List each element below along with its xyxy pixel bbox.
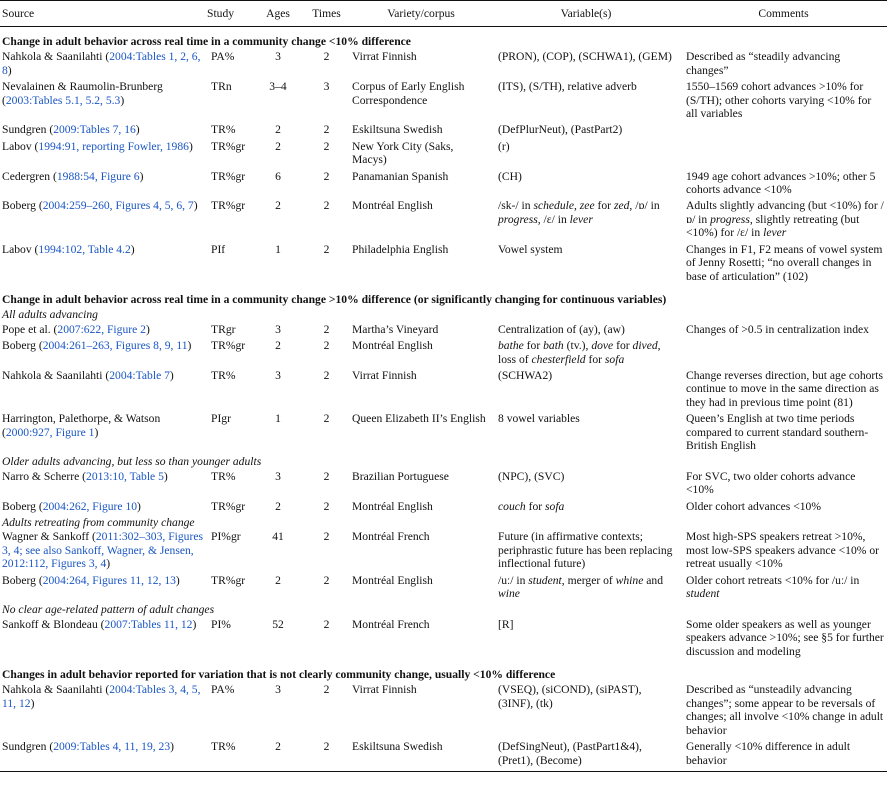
source-author: Nevalainen & Raumolin-Brunberg ( <box>2 80 163 107</box>
comments-cell: Adults slightly advancing (but <10%) for /ɒ/ in progress, slightly retreating (but <10%) for /ɛ/ in lever <box>686 199 884 240</box>
source-cell <box>0 139 205 169</box>
variety-cell: Montréal English <box>352 573 433 587</box>
col-header-source: Source <box>0 1 205 27</box>
source-author: Wagner & Sankoff ( <box>2 530 96 544</box>
ages-cell: 1 <box>275 412 281 426</box>
variety-cell: Virrat Finnish <box>352 368 417 382</box>
source-author: Harrington, Palethorpe, & Watson ( <box>2 412 161 439</box>
ages-cell: 2 <box>275 199 281 213</box>
variables-cell: Centralization of (ay), (aw) <box>498 322 625 336</box>
source-tail: ) <box>106 557 111 571</box>
table-row <box>0 499 887 515</box>
source-tail: ) <box>135 123 140 137</box>
variety-cell: Montréal French <box>352 530 430 544</box>
source-tail: ) <box>120 93 125 107</box>
times-cell: 3 <box>323 80 330 94</box>
comments-cell <box>680 139 887 169</box>
source-cell <box>0 529 205 572</box>
comments-cell: 1550–1569 cohort advances >10% for (S/TH); other cohorts varying <10% for all variables <box>686 80 872 121</box>
source-citation-link[interactable]: 1994:102, Table 4.2 <box>38 242 131 256</box>
variables-cell: bathe for bath (tv.), dove for dived, loss of chesterfield for sofa <box>498 339 661 366</box>
source-citation-link[interactable]: 2000:927, Figure 1 <box>5 425 95 439</box>
ages-cell: 3 <box>275 322 281 336</box>
source-author: Pope et al. ( <box>2 322 58 336</box>
source-author: Sundgren ( <box>2 740 54 754</box>
variety-cell: Virrat Finnish <box>352 683 417 697</box>
study-cell: TR%gr <box>211 199 246 213</box>
table-row <box>0 79 887 122</box>
study-cell: PI%gr <box>211 530 241 544</box>
source-cell <box>0 242 205 285</box>
variety-cell: Virrat Finnish <box>352 50 417 64</box>
ages-cell: 1 <box>275 242 281 256</box>
variables-cell: Future (in affirmative contexts; periphrastic future has been replacing inflectional future) <box>498 530 673 571</box>
variables-cell: (SCHWA2) <box>498 368 553 382</box>
variables-cell: (DefSingNeut), (PastPart1&4), (Pret1), (Become) <box>492 739 680 771</box>
source-tail: ) <box>169 368 174 382</box>
table-row <box>0 617 887 660</box>
study-cell: PIf <box>211 242 226 256</box>
col-header-variety: Variety/corpus <box>350 1 492 27</box>
variety-cell: Philadelphia English <box>352 242 449 256</box>
study-cell: PA% <box>211 683 235 697</box>
table-row <box>0 368 887 411</box>
source-citation-link[interactable]: 2007:Tables 11, 12 <box>104 617 193 631</box>
source-tail: ) <box>193 199 198 213</box>
source-citation-link[interactable]: 2004:Tables 1, 2, 6, 8 <box>2 50 201 77</box>
study-cell: PIgr <box>211 412 231 426</box>
comments-cell: Change reverses direction, but age cohorts continue to move in the same direction as they had in previous time point (81) <box>686 368 884 409</box>
variety-cell: New York City (Saks, Macys) <box>352 139 454 167</box>
ages-cell: 52 <box>272 617 284 631</box>
source-tail: ) <box>30 696 35 710</box>
variety-cell: Eskiltsuna Swedish <box>350 739 492 771</box>
source-cell <box>0 49 205 79</box>
section-heading <box>0 27 887 50</box>
variety-cell: Montréal French <box>352 617 430 631</box>
source-cell <box>0 499 205 515</box>
ages-cell: 3 <box>275 683 281 697</box>
source-citation-link[interactable]: 2004:264, Figures 11, 12, 13 <box>42 573 176 587</box>
comments-cell: Generally <10% difference in adult behavior <box>680 739 887 771</box>
subsection-heading <box>0 602 887 616</box>
source-tail: ) <box>7 63 12 77</box>
table-row <box>0 169 887 199</box>
ages-cell: 2 <box>275 139 281 153</box>
table-row <box>0 411 887 454</box>
col-header-study: Study <box>205 1 253 27</box>
table-row <box>0 139 887 169</box>
source-tail: ) <box>187 339 192 353</box>
comments-cell <box>680 122 887 138</box>
table-body <box>0 27 887 772</box>
variables-cell: (CH) <box>498 169 522 183</box>
source-citation-link[interactable]: 2003:Tables 5.1, 5.2, 5.3 <box>5 93 121 107</box>
source-author: Boberg ( <box>2 499 43 513</box>
source-cell <box>0 122 205 138</box>
variables-cell: (r) <box>498 139 510 153</box>
source-cell <box>0 682 205 739</box>
times-cell: 2 <box>323 199 330 213</box>
table-row <box>0 469 887 499</box>
source-cell <box>0 79 205 122</box>
source-tail: ) <box>145 322 150 336</box>
source-cell <box>0 617 205 660</box>
study-cell: TR% <box>211 123 236 137</box>
variables-cell: [R] <box>498 617 514 631</box>
col-header-ages: Ages <box>253 1 303 27</box>
times-cell: 2 <box>323 683 330 697</box>
source-author: Labov ( <box>2 242 39 256</box>
source-tail: ) <box>175 573 180 587</box>
ages-cell: 2 <box>275 499 281 513</box>
ages-cell: 6 <box>275 169 281 183</box>
source-author: Boberg ( <box>2 339 43 353</box>
source-cell <box>0 169 205 199</box>
study-cell: TRgr <box>211 322 236 336</box>
table-row <box>0 573 887 603</box>
ages-cell: 3 <box>275 50 281 64</box>
variables-cell: 8 vowel variables <box>498 412 580 426</box>
source-author: Nahkola & Saanilahti ( <box>2 683 110 697</box>
variables-cell: /sk-/ in schedule, zee for zed, /ɒ/ in progress, /ɛ/ in lever <box>498 199 660 226</box>
col-header-variables: Variable(s) <box>492 1 680 27</box>
times-cell: 2 <box>303 739 350 771</box>
ages-cell: 3–4 <box>269 80 287 94</box>
source-citation-link[interactable]: 2004:261–263, Figures 8, 9, 11 <box>42 339 188 353</box>
col-header-comments: Comments <box>680 1 887 27</box>
study-cell: PA% <box>211 50 235 64</box>
variety-cell: Eskiltsuna Swedish <box>352 123 443 137</box>
subsection-heading <box>0 454 887 468</box>
variety-cell: Queen Elizabeth II’s English <box>352 412 486 426</box>
source-cell <box>0 469 205 499</box>
variety-cell: Montréal English <box>352 499 433 513</box>
variety-cell: Montréal English <box>352 199 433 213</box>
table-row <box>0 529 887 572</box>
variables-cell: (PRON), (COP), (SCHWA1), (GEM) <box>498 50 672 64</box>
source-author: Boberg ( <box>2 573 43 587</box>
source-citation-link[interactable]: 2007:622, Figure 2 <box>57 322 146 336</box>
subsection-title: All adults advancing <box>2 308 98 322</box>
source-author: Labov ( <box>2 139 39 153</box>
comments-cell: Queen’s English at two time periods compared to current standard southern-British English <box>686 412 869 452</box>
source-tail: ) <box>163 469 168 483</box>
variety-cell: Martha’s Vineyard <box>352 322 439 336</box>
source-citation-link[interactable]: 2004:Table 7 <box>109 368 170 382</box>
comments-cell: Older cohort retreats <10% for /uː/ in student <box>686 573 860 601</box>
source-cell <box>0 322 205 338</box>
source-citation-link[interactable]: 1988:54, Figure 6 <box>56 169 140 183</box>
study-cell: TRn <box>211 80 232 94</box>
source-cell <box>0 198 205 241</box>
times-cell: 2 <box>323 169 330 183</box>
times-cell: 2 <box>323 499 330 513</box>
source-tail: ) <box>94 425 99 439</box>
times-cell: 2 <box>323 50 330 64</box>
variety-cell: Brazilian Portuguese <box>352 469 449 483</box>
ages-cell: 41 <box>272 530 284 544</box>
source-tail: ) <box>130 242 135 256</box>
ages-cell: 3 <box>275 469 281 483</box>
source-citation-link[interactable]: 2009:Tables 7, 16 <box>53 123 136 137</box>
source-cell <box>0 338 205 368</box>
comments-cell: For SVC, two older cohorts advance <10% <box>686 469 856 497</box>
source-tail: ) <box>170 740 175 754</box>
section-heading <box>0 285 887 307</box>
variety-cell: Panamanian Spanish <box>352 169 449 183</box>
comments-cell: 1949 age cohort advances >10%; other 5 cohorts advance <10% <box>686 169 876 197</box>
variety-cell: Montréal English <box>352 339 433 353</box>
times-cell: 2 <box>323 322 330 336</box>
variety-cell: Corpus of Early English Correspondence <box>352 80 465 107</box>
source-cell <box>0 573 205 603</box>
source-citation-link[interactable]: 1994:91, reporting Fowler, 1986 <box>38 139 189 153</box>
times-cell: 2 <box>323 339 330 353</box>
times-cell: 2 <box>323 412 330 426</box>
source-citation-link[interactable]: 2004:262, Figure 10 <box>42 499 138 513</box>
source-tail: ) <box>188 139 193 153</box>
variables-cell: (NPC), (SVC) <box>498 469 565 483</box>
subsection-title: No clear age-related pattern of adult changes <box>2 603 215 617</box>
header-row <box>0 1 887 27</box>
comments-cell: Some older speakers as well as younger speakers advance >10%; see §5 for further discussion and modeling <box>686 617 884 658</box>
source-cell <box>0 411 205 454</box>
source-author: Sankoff & Blondeau ( <box>2 617 105 631</box>
study-cell: TR% <box>211 469 236 483</box>
study-cell: TR%gr <box>211 169 246 183</box>
ages-cell: 3 <box>275 368 281 382</box>
comments-cell: Older cohort advances <10% <box>686 499 821 513</box>
table-row <box>0 739 887 771</box>
variables-cell: Vowel system <box>498 242 563 256</box>
comments-cell: Changes in F1, F2 means of vowel system of Jenny Rosetti; “no overall changes in base of articulation” (102) <box>686 242 883 283</box>
col-header-times: Times <box>303 1 350 27</box>
comments-cell: Changes of >0.5 in centralization index <box>686 322 869 336</box>
subsection-title: Older adults advancing, but less so than younger adults <box>2 455 262 469</box>
comments-cell: Described as “unsteadily advancing changes”; some appear to be reversals of changes; all involve <10% change in adult behavior <box>686 683 884 737</box>
source-author: Nahkola & Saanilahti ( <box>2 50 110 64</box>
section-title: Change in adult behavior across real time in a community change <10% difference <box>2 35 411 48</box>
ages-cell: 2 <box>253 739 303 771</box>
table-row <box>0 198 887 241</box>
section-title: Change in adult behavior across real time in a community change >10% difference (or significantly changing for continuous variables) <box>2 292 667 306</box>
ages-cell: 2 <box>275 573 281 587</box>
source-citation-link[interactable]: 2004:259–260, Figures 4, 5, 6, 7 <box>42 199 194 213</box>
comments-cell: Described as “steadily advancing changes” <box>686 50 841 77</box>
table-row <box>0 122 887 138</box>
times-cell: 2 <box>323 368 330 382</box>
ages-cell: 2 <box>275 123 281 137</box>
source-cell <box>0 368 205 411</box>
variables-cell: (VSEQ), (siCOND), (siPAST), (3INF), (tk) <box>498 683 642 710</box>
times-cell: 2 <box>323 123 330 137</box>
source-tail: ) <box>137 499 141 513</box>
ages-cell: 2 <box>275 339 281 353</box>
table-row <box>0 49 887 79</box>
study-cell: TR%gr <box>211 139 246 153</box>
study-cell: PI% <box>211 617 231 631</box>
source-author: Nahkola & Saanilahti ( <box>2 368 110 382</box>
source-tail: ) <box>139 169 144 183</box>
source-author: Sundgren ( <box>2 123 54 137</box>
study-cell: TR%gr <box>211 339 246 353</box>
subsection-heading <box>0 307 887 321</box>
times-cell: 2 <box>323 139 330 153</box>
source-author: Cedergren ( <box>2 169 57 183</box>
times-cell: 2 <box>323 469 330 483</box>
times-cell: 2 <box>323 530 330 544</box>
variables-cell: (ITS), (S/TH), relative adverb <box>498 80 637 94</box>
study-cell: TR%gr <box>211 499 246 513</box>
times-cell: 2 <box>323 573 330 587</box>
table-row <box>0 242 887 285</box>
table-row <box>0 682 887 739</box>
source-cell <box>0 739 205 771</box>
section-heading <box>0 660 887 682</box>
subsection-title: Adults retreating from community change <box>2 516 195 529</box>
variables-cell: /uː/ in student, merger of whine and wine <box>498 573 663 601</box>
times-cell: 2 <box>323 617 330 631</box>
source-citation-link[interactable]: 2013:10, Table 5 <box>86 469 164 483</box>
section-title: Changes in adult behavior reported for variation that is not clearly community change, usually <10% difference <box>2 668 556 682</box>
comments-cell: Most high-SPS speakers retreat >10%, most low-SPS speakers advance <10% or retreat usually <10% <box>686 530 879 571</box>
study-cell: TR%gr <box>211 573 246 587</box>
table-row <box>0 322 887 338</box>
comments-cell <box>680 338 887 368</box>
study-cell: TR% <box>205 739 253 771</box>
source-citation-link[interactable]: 2004:Tables 3, 4, 5, 11, 12 <box>2 683 201 710</box>
times-cell: 2 <box>323 242 330 256</box>
variables-cell: (DefPlurNeut), (PastPart2) <box>498 123 623 137</box>
source-citation-link[interactable]: 2009:Tables 4, 11, 19, 23 <box>53 740 171 754</box>
source-tail: ) <box>192 617 197 631</box>
study-cell: TR% <box>211 368 236 382</box>
source-citation-link[interactable]: 2011:302–303, Figures 3, 4; see also Sankoff, Wagner, & Jensen, 2012:112, Figures 3, 4 <box>2 530 203 571</box>
subsection-heading <box>0 515 887 529</box>
source-author: Narro & Scherre ( <box>2 469 87 483</box>
source-author: Boberg ( <box>2 199 43 213</box>
table-row <box>0 338 887 368</box>
variables-cell: couch for sofa <box>498 499 565 513</box>
